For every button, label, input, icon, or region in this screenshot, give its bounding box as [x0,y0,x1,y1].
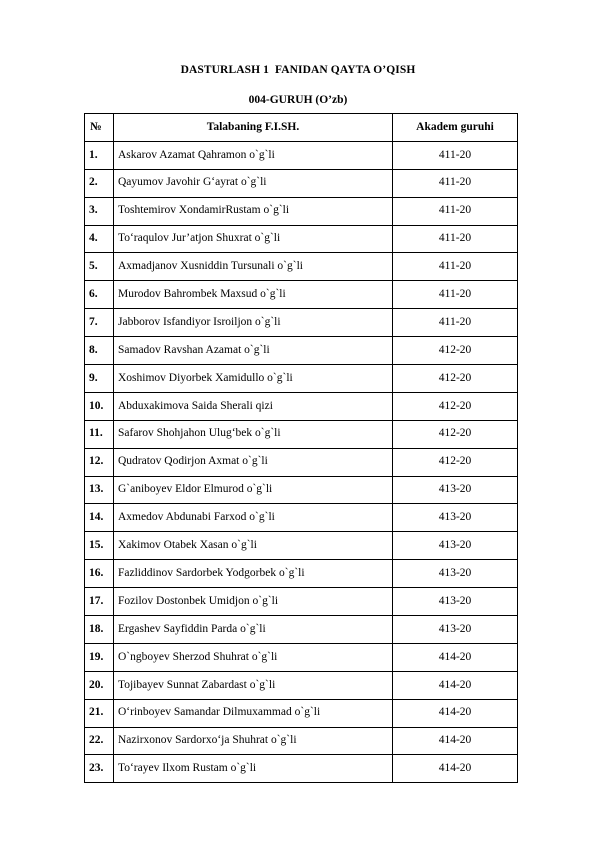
table-row [85,141,518,169]
row-number: 23. [85,755,114,783]
student-name: Askarov Azamat Qahramon o`g`li [114,141,393,169]
student-name: G`aniboyev Eldor Elmurod o`g`li [114,476,393,504]
table-row [85,504,518,532]
academic-group: 413-20 [393,588,518,616]
academic-group: 411-20 [393,281,518,309]
academic-group: 412-20 [393,392,518,420]
row-number: 11. [85,420,114,448]
academic-group: 412-20 [393,448,518,476]
table-header-row [85,114,518,142]
table-row [85,197,518,225]
row-number: 10. [85,392,114,420]
academic-group: 412-20 [393,337,518,365]
row-number: 5. [85,253,114,281]
table-row [85,616,518,644]
row-number: 3. [85,197,114,225]
table-row [85,281,518,309]
academic-group: 414-20 [393,727,518,755]
academic-group: 412-20 [393,365,518,393]
student-name: Qayumov Javohir G‘ayrat o`g`li [114,169,393,197]
student-name: Murodov Bahrombek Maxsud o`g`li [114,281,393,309]
header-academic-group: Akadem guruhi [393,114,518,142]
student-name: Toshtemirov XondamirRustam o`g`li [114,197,393,225]
student-name: Samadov Ravshan Azamat o`g`li [114,337,393,365]
table-row [85,671,518,699]
student-name: To‘raqulov Jur’atjon Shuxrat o`g`li [114,225,393,253]
academic-group: 413-20 [393,560,518,588]
row-number: 22. [85,727,114,755]
row-number: 19. [85,643,114,671]
table-row [85,755,518,783]
row-number: 2. [85,169,114,197]
student-name: Axmadjanov Xusniddin Tursunali o`g`li [114,253,393,281]
row-number: 12. [85,448,114,476]
academic-group: 411-20 [393,141,518,169]
table-row [85,392,518,420]
student-name: Qudratov Qodirjon Axmat o`g`li [114,448,393,476]
student-name: To‘rayev Ilxom Rustam o`g`li [114,755,393,783]
row-number: 8. [85,337,114,365]
header-number: № [85,114,114,142]
student-name: Ergashev Sayfiddin Parda o`g`li [114,616,393,644]
academic-group: 412-20 [393,420,518,448]
table-row [85,560,518,588]
table-row [85,476,518,504]
student-name: Xoshimov Diyorbek Xamidullo o`g`li [114,365,393,393]
academic-group: 413-20 [393,532,518,560]
document-title: DASTURLASH 1 FANIDAN QAYTA O’QISH [180,64,416,76]
student-name: O‘rinboyev Samandar Dilmuxammad o`g`li [114,699,393,727]
document-subtitle: 004-GURUH (O’zb) [248,94,348,106]
student-name: Fozilov Dostonbek Umidjon o`g`li [114,588,393,616]
academic-group: 411-20 [393,253,518,281]
student-name: Axmedov Abdunabi Farxod o`g`li [114,504,393,532]
academic-group: 413-20 [393,504,518,532]
academic-group: 414-20 [393,643,518,671]
academic-group: 413-20 [393,476,518,504]
table-row [85,309,518,337]
row-number: 1. [85,141,114,169]
row-number: 6. [85,281,114,309]
table-row [85,643,518,671]
student-name: Xakimov Otabek Xasan o`g`li [114,532,393,560]
student-table [84,113,518,783]
row-number: 4. [85,225,114,253]
table-row [85,448,518,476]
student-name: Tojibayev Sunnat Zabardast o`g`li [114,671,393,699]
row-number: 14. [85,504,114,532]
table-row [85,727,518,755]
student-name: Fazliddinov Sardorbek Yodgorbek o`g`li [114,560,393,588]
table-row [85,225,518,253]
row-number: 20. [85,671,114,699]
header-student-name: Talabaning F.I.SH. [114,114,393,142]
table-body [85,141,518,782]
table-row [85,532,518,560]
row-number: 9. [85,365,114,393]
table-row [85,699,518,727]
row-number: 7. [85,309,114,337]
student-name: Jabborov Isfandiyor Isroiljon o`g`li [114,309,393,337]
row-number: 17. [85,588,114,616]
table-row [85,365,518,393]
academic-group: 413-20 [393,616,518,644]
academic-group: 411-20 [393,225,518,253]
table-row [85,588,518,616]
row-number: 13. [85,476,114,504]
table-row [85,253,518,281]
student-name: Safarov Shohjahon Ulug‘bek o`g`li [114,420,393,448]
row-number: 16. [85,560,114,588]
table-row [85,337,518,365]
row-number: 18. [85,616,114,644]
table-row [85,420,518,448]
academic-group: 411-20 [393,169,518,197]
academic-group: 414-20 [393,699,518,727]
academic-group: 414-20 [393,671,518,699]
academic-group: 411-20 [393,197,518,225]
student-name: Nazirxonov Sardorxo‘ja Shuhrat o`g`li [114,727,393,755]
row-number: 21. [85,699,114,727]
student-name: O`ngboyev Sherzod Shuhrat o`g`li [114,643,393,671]
academic-group: 411-20 [393,309,518,337]
table-row [85,169,518,197]
row-number: 15. [85,532,114,560]
student-name: Abduxakimova Saida Sherali qizi [114,392,393,420]
academic-group: 414-20 [393,755,518,783]
